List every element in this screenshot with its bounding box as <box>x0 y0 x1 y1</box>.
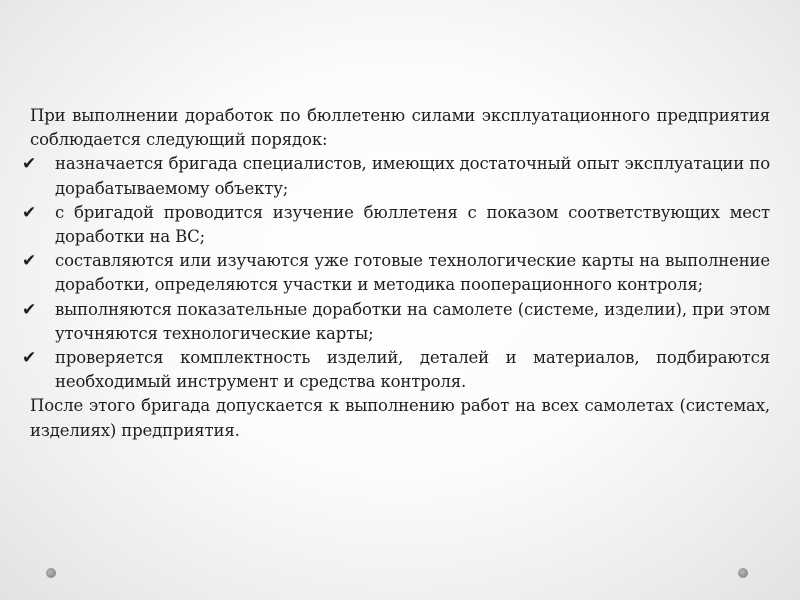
intro-paragraph: При выполнении доработок по бюллетеню силами эксплуатационного предприятия соблюдается следующий порядок: <box>30 106 770 150</box>
list-item-text: проверяется комплектность изделий, деталей и материалов, подбираются необходимый инструмент и средства контроля. <box>55 348 770 392</box>
check-icon: ✔ <box>22 251 37 272</box>
list-item <box>22 298 770 346</box>
decorative-dot-left <box>46 568 56 578</box>
outro-paragraph: После этого бригада допускается к выполнению работ на всех самолетах (системах, изделиях) предприятия. <box>30 396 770 440</box>
list-item-text: с бригадой проводится изучение бюллетеня с показом соответствующих мест доработки на ВС; <box>55 202 770 247</box>
check-icon: ✔ <box>22 154 37 175</box>
list-item <box>22 152 770 200</box>
list-item <box>22 346 770 394</box>
procedure-list <box>22 152 770 394</box>
list-item-text: выполняются показательные доработки на самолете (системе, изделии), при этом уточняются технологические карты; <box>55 299 770 343</box>
decorative-dot-right <box>738 568 748 578</box>
list-item-text: составляются или изучаются уже готовые технологические карты на выполнение доработки, определяются участки и методика пооперационного контроля; <box>55 251 770 295</box>
slide-body <box>22 104 770 443</box>
list-item-text: назначается бригада специалистов, имеющих достаточный опыт эксплуатации по дорабатываемому объекту; <box>55 154 770 198</box>
check-icon: ✔ <box>22 299 37 320</box>
list-item <box>22 201 770 249</box>
check-icon: ✔ <box>22 348 37 369</box>
list-item <box>22 249 770 297</box>
check-icon: ✔ <box>22 202 37 223</box>
